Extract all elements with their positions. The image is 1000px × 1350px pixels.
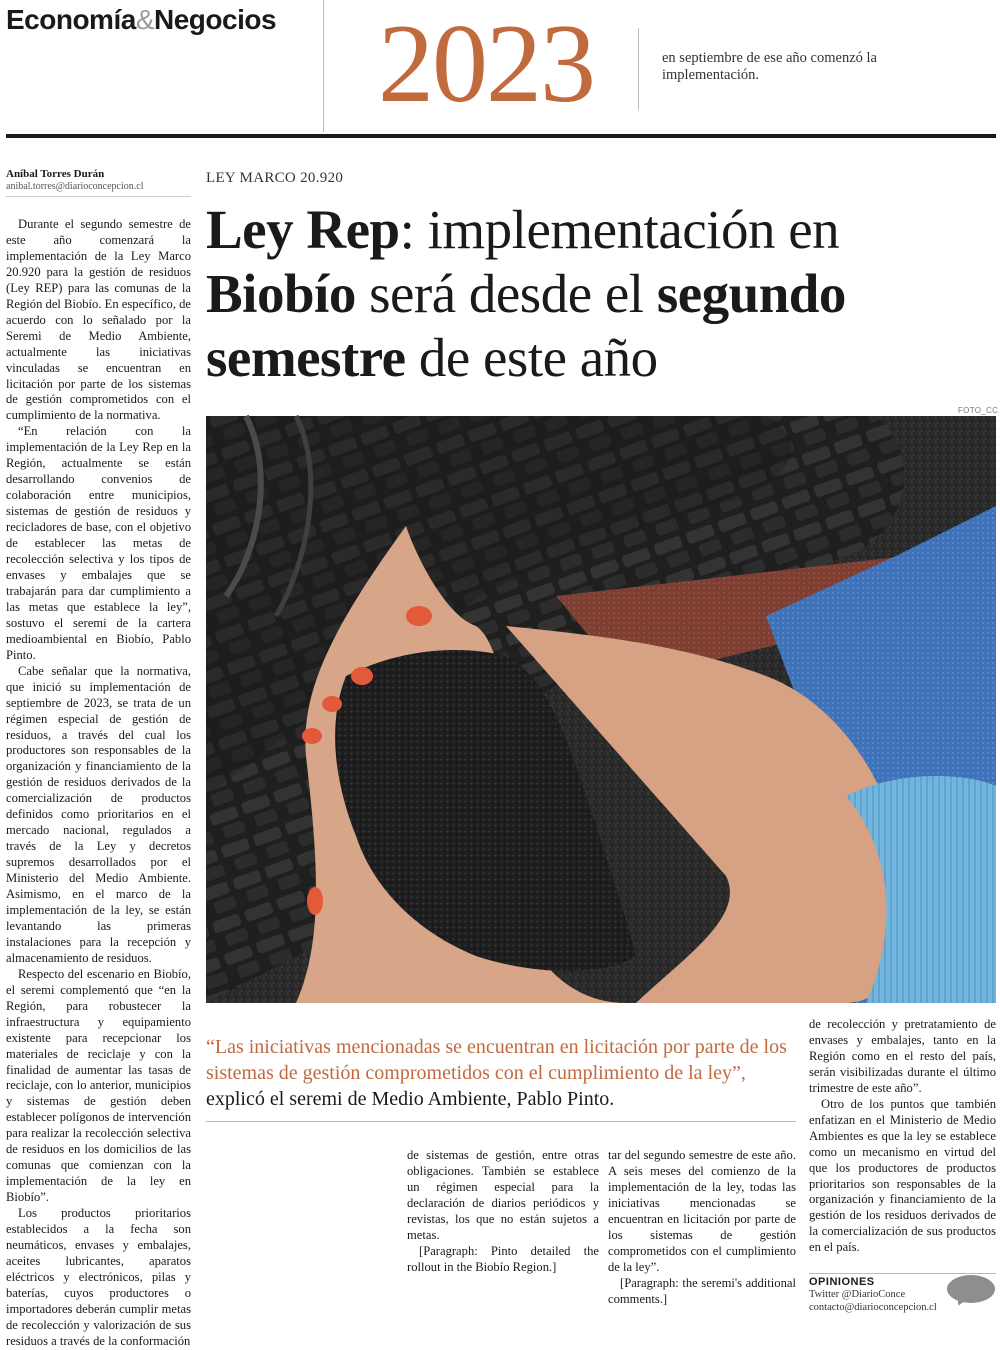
pull-quote: [206, 1034, 796, 1122]
byline-email[interactable]: anibal.torres@diarioconcepcion.cl: [6, 181, 191, 197]
fingernail: [406, 606, 432, 626]
article-column-1: [6, 217, 191, 1350]
photo-credit: FOTO_CC: [958, 406, 999, 415]
headline-bold: Ley Rep: [206, 199, 400, 260]
headline-text: de este año: [405, 327, 658, 388]
opinions-twitter[interactable]: Twitter @DiarioConce: [809, 1289, 906, 1300]
headline-text: : implementación en: [399, 199, 840, 260]
paragraph: [Paragraph: Pinto detailed the rollout in the Biobío Region.]: [407, 1243, 599, 1274]
header-divider: [323, 0, 324, 132]
paragraph: Cabe señalar que la normativa, que inició su implementación de septiembre de 2023, se trata de un régimen especial de gestión de residuos, a través del cual los productores son responsables de la organización y financiamiento de la gestión de residuos derivados de la comercialización de productos definidos como prioritarios en el mercado nacional, regulados a través de la Ley y decretos supremos desarrollados por el Ministerio del Medio Ambiente. Asimismo, en el marco de la implementación de la ley, se están levantando las primeras instalaciones para la recepción y almacenamiento de residuos.: [6, 663, 191, 965]
fingernail: [307, 887, 323, 915]
headline-bold: Biobío: [206, 263, 356, 324]
left-column: [6, 168, 191, 1350]
header-divider: [638, 28, 639, 110]
paragraph: Respecto del escenario en Biobío, el seremi complementó que “en la Región, para robustecer la infraestructura y equipamiento existente para recepcionar los materiales de reciclaje y con la finalidad de aumentar las tasas de reciclaje, con lo anterior, municipios y sistemas de gestión deben establecer polígonos de intervención para realizar la recolección selectiva de residuos en los domicilios de las comunas que comienzan con la implementación de la ley en Biobío”.: [6, 966, 191, 1205]
highlight-year-note: en septiembre de ese año comenzó la implementación.: [662, 50, 877, 83]
article-column-5: [809, 1017, 996, 1256]
pull-quote-attribution: explicó el seremi de Medio Ambiente, Pablo Pinto.: [206, 1088, 615, 1110]
headline-text: será desde el: [355, 263, 657, 324]
header-rule: [6, 134, 996, 138]
section-title-ampersand: &: [135, 4, 154, 35]
paragraph: de sistemas de gestión, entre otras obligaciones. También se establece un régimen especial para la declaración de diarios periódicos y revistas, los que no están sujetos a metas.: [407, 1148, 599, 1242]
pull-quote-text: “Las iniciativas mencionadas se encuentran en licitación por parte de los sistemas de gestión comprometidos con el cumplimiento de la ley”,: [206, 1036, 787, 1084]
headline-bold: segundo semestre: [206, 263, 846, 388]
section-title-part2: Negocios: [154, 4, 277, 35]
highlight-year: 2023: [378, 2, 594, 126]
section-title: [6, 4, 276, 36]
opinions-title: OPINIONES: [809, 1276, 875, 1288]
rubber-granules-photo: [206, 416, 996, 1003]
paragraph: [Paragraph: the seremi's additional comments.]: [608, 1275, 796, 1306]
paragraph: Los productos prioritarios establecidos a la fecha son neumáticos, envases y embalajes, aceites lubricantes, aparatos eléctricos y electrónicos, pilas y baterías, cuyos productores o importadores deberán cumplir metas de recolección y valorización de sus residuos a través de la conformación: [6, 1206, 191, 1348]
article-photo: [206, 416, 996, 1003]
opinions-email[interactable]: contacto@diarioconcepcion.cl: [809, 1302, 937, 1313]
paragraph: “En relación con la implementación de la Ley Rep en la Región, actualmente se están desarrollando convenios de colaboración entre municipios, sistemas de gestión de residuos y recicladores de base, con el objetivo de establecer las metas de recolección selectiva y los tipos de envases y embalajes que se trabajarán para dar cumplimiento a las metas que establece la ley”, sostuvo el seremi de la cartera medioambiental en Biobío, Pablo Pinto.: [6, 424, 191, 662]
paragraph: Durante el segundo semestre de este año comenzará la implementación de la Ley Marco 20.920 para la gestión de residuos (Ley REP) para las comunas de la Región del Biobío. En específico, de acuerdo con lo señalado por la Seremi de Medio Ambiente, actualmente las iniciativas vinculadas se encuentran en licitación por parte de los sistemas de gestión comprometidos con el cumplimiento de la normativa.: [6, 217, 192, 423]
byline-author: Aníbal Torres Durán: [6, 168, 105, 180]
article-headline: [206, 198, 996, 390]
article-column-4: [608, 1148, 796, 1308]
article-column-3: [407, 1148, 599, 1276]
fingernail: [302, 728, 322, 744]
fingernail: [351, 667, 373, 685]
article-kicker: LEY MARCO 20.920: [206, 170, 344, 186]
speech-bubble-icon: [947, 1275, 995, 1303]
fingernail: [322, 696, 342, 712]
section-title-part1: Economía: [6, 4, 136, 35]
paragraph: de recolección y pretratamiento de envases y embalajes, tanto en la Región como en el resto del país, serán visibilizadas durante el último trimestre de este año”.: [809, 1017, 996, 1095]
paragraph: Otro de los puntos que también enfatizan en el Ministerio de Medio Ambientes es que la ley se establece como un mecanismo en virtud del que los productores de productos prioritarios son responsables de la organización y financiamiento de la gestión de los residuos derivados de la comercialización de sus productos en el país.: [809, 1096, 996, 1255]
page-header: [0, 0, 1000, 140]
paragraph: tar del segundo semestre de este año. A seis meses del comienzo de la implementación de la ley, todas las iniciativas mencionadas se encuentran en licitación por parte de los sistemas de gestión comprometidos con el cumplimiento de la ley”.: [608, 1148, 796, 1274]
